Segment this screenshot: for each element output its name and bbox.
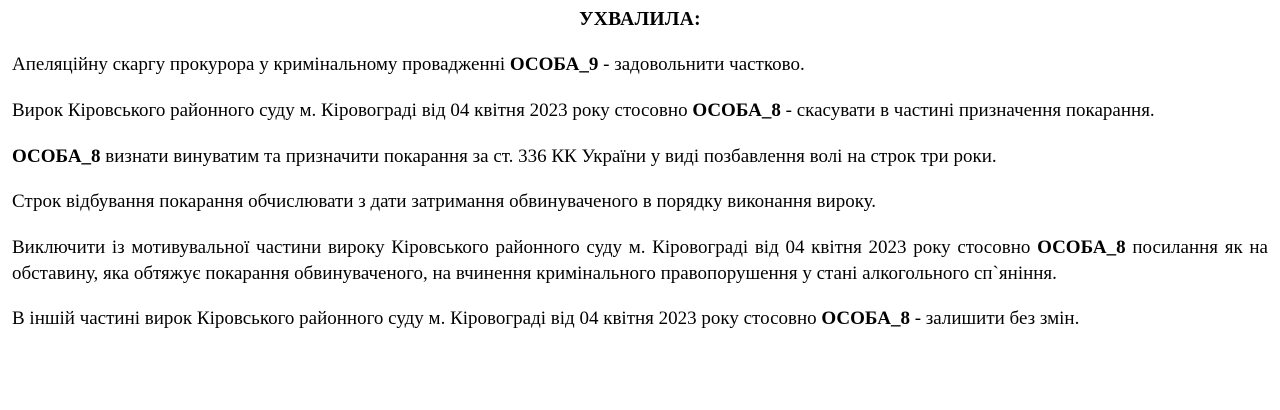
paragraph-2-text-before: Вирок Кіровського районного суду м. Кіровограді від 04 квітня 2023 року стосовно	[12, 100, 693, 122]
paragraph-1-text-after: - задовольнити частково.	[598, 54, 805, 76]
paragraph-6-text-after: - залишити без змін.	[909, 308, 1080, 330]
paragraph-remainder-unchanged	[12, 306, 1268, 332]
person-reference-9: ОСОБА_9	[509, 54, 599, 76]
page-title: УХВАЛИЛА:	[579, 9, 701, 30]
paragraph-appeal-decision	[12, 52, 1268, 78]
paragraph-sentence-assignment	[12, 144, 1268, 170]
paragraph-verdict-cancel	[12, 98, 1268, 124]
paragraph-4-text: Строк відбування покарання обчислювати з дати затримання обвинуваченого в порядку виконання вироку.	[12, 191, 877, 213]
paragraph-5-text-after: посилання як на обставину, яка обтяжує покарання обвинуваченого, на вчинення кримінального правопорушення у стані алкогольного сп`яніння.	[12, 236, 1268, 284]
person-reference-8-a: ОСОБА_8	[692, 100, 781, 122]
paragraph-term-calculation	[12, 189, 1268, 215]
person-reference-8-b: ОСОБА_8	[12, 145, 101, 167]
paragraph-3-text-after: визнати винуватим та призначити покарання за ст. 336 КК України у виді позбавлення волі на строк три роки.	[100, 145, 997, 167]
paragraph-exclude-aggravating	[12, 235, 1268, 286]
paragraph-5-text-before: Виключити із мотивувальної частини вироку Кіровського районного суду м. Кіровограді від 04 квітня 2023 року стосовно	[12, 236, 1038, 258]
paragraph-2-text-after: - скасувати в частині призначення покарання.	[780, 100, 1155, 122]
paragraph-6-text-before: В іншій частині вирок Кіровського районного суду м. Кіровограді від 04 квітня 2023 року стосовно	[12, 308, 822, 330]
person-reference-8-c: ОСОБА_8	[1037, 236, 1126, 258]
person-reference-8-d: ОСОБА_8	[821, 308, 910, 330]
paragraph-1-text-before: Апеляційну скаргу прокурора у кримінальному провадженні	[12, 54, 510, 76]
